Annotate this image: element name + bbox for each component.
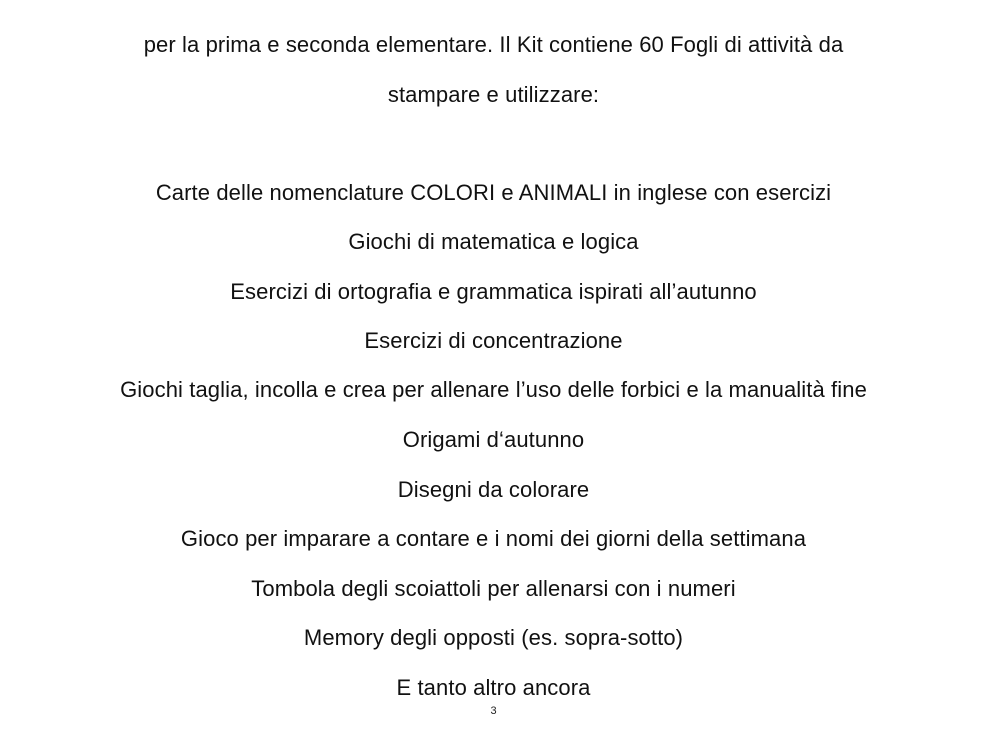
list-item: Giochi di matematica e logica (348, 229, 639, 254)
list-item: Esercizi di concentrazione (364, 328, 623, 353)
page-number: 3 (490, 705, 497, 717)
list-item: Giochi taglia, incolla e crea per allenare l’uso delle forbici e la manualità fine (120, 377, 867, 402)
list-item: Tombola degli scoiattoli per allenarsi con i numeri (251, 576, 736, 601)
list-item: E tanto altro ancora (396, 675, 591, 700)
list-item: Memory degli opposti (es. sopra-sotto) (303, 625, 684, 650)
list-item: Esercizi di ortografia e grammatica ispirati all’autunno (230, 279, 757, 304)
list-item: Carte delle nomenclature COLORI e ANIMALI in inglese con esercizi (155, 180, 832, 205)
list-item: Disegni da colorare (397, 477, 590, 502)
intro-text-line-2: stampare e utilizzare: (387, 82, 600, 107)
list-item: Gioco per imparare a contare e i nomi dei giorni della settimana (180, 526, 807, 551)
intro-text-line-1: per la prima e seconda elementare. Il Kit contiene 60 Fogli di attività da (143, 32, 844, 57)
list-item: Origami d‘autunno (402, 427, 585, 452)
